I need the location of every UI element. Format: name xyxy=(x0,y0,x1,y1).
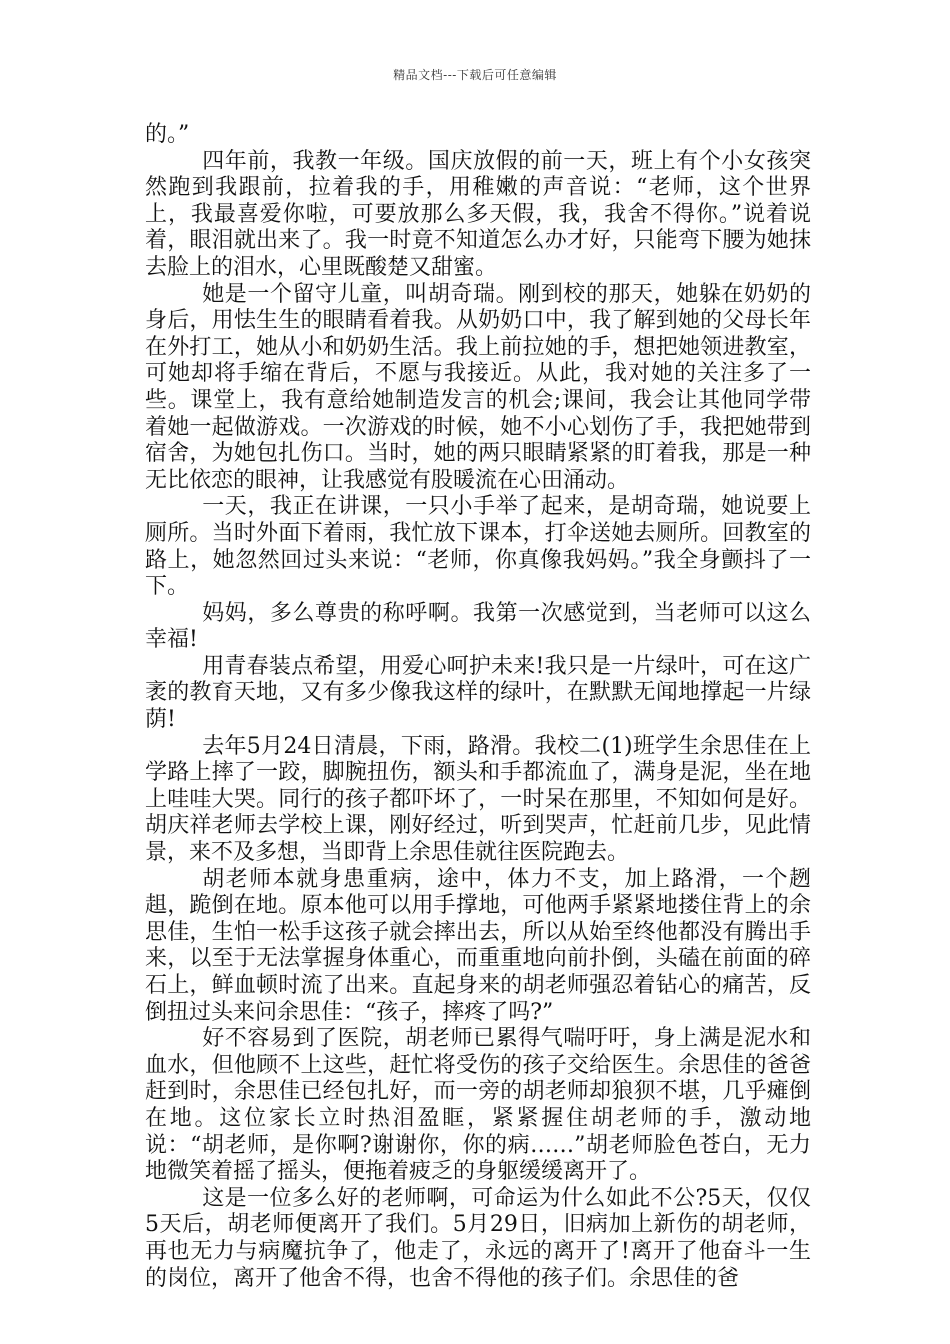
paragraph: 她是一个留守儿童，叫胡奇瑞。刚到校的那天，她躲在奶奶的身后，用怯生生的眼睛看着我。从奶奶口中，我了解到她的父母长年在外打工，她从小和奶奶生活。我上前拉她的手，想把她领进教室，可她却将手缩在背后，不愿与我接近。从此，我对她的关注多了一些。课堂上，我有意给她制造发言的机会;课间，我会让其他同学带着她一起做游戏。一次游戏的时候，她不小心划伤了手，我把她带到宿舍，为她包扎伤口。当时，她的两只眼睛紧紧的盯着我，那是一种无比依恋的眼神，让我感觉有股暖流在心田涌动。 xyxy=(145,281,811,493)
paragraph: 用青春装点希望，用爱心呵护未来!我只是一片绿叶，可在这广袤的教育天地，又有多少像我这样的绿叶，在默默无闻地撑起一片绿荫! xyxy=(145,653,811,733)
paragraph: 一天，我正在讲课，一只小手举了起来，是胡奇瑞，她说要上厕所。当时外面下着雨，我忙放下课本，打伞送她去厕所。回教室的路上，她忽然回过头来说：“老师，你真像我妈妈。”我全身颤抖了一下。 xyxy=(145,494,811,600)
paragraph-continuation: 的。” xyxy=(145,122,190,147)
page-header: 精品文档---下载后可任意编辑 xyxy=(393,68,557,82)
paragraph: 这是一位多么好的老师啊，可命运为什么如此不公?5天，仅仅5天后，胡老师便离开了我们。5月29日，旧病加上新伤的胡老师，再也无力与病魔抗争了，他走了，永远的离开了!离开了他奋斗一生的岗位，离开了他舍不得，也舍不得他的孩子们。余思佳的爸 xyxy=(145,1185,811,1291)
paragraph: 好不容易到了医院，胡老师已累得气喘吁吁，身上满是泥水和血水，但他顾不上这些，赶忙将受伤的孩子交给医生。余思佳的爸爸赶到时，余思佳已经包扎好，而一旁的胡老师却狼狈不堪，几乎瘫倒在地。这位家长立时热泪盈眶，紧紧握住胡老师的手，激动地说：“胡老师，是你啊?谢谢你，你的病……”胡老师脸色苍白，无力地微笑着摇了摇头，便拖着疲乏的身躯缓缓离开了。 xyxy=(145,1026,811,1185)
paragraph: 去年5月24日清晨，下雨，路滑。我校二(1)班学生余思佳在上学路上摔了一跤，脚腕扭伤，额头和手都流血了，满身是泥，坐在地上哇哇大哭。同行的孩子都吓坏了，一时呆在那里，不知如何是好。胡庆祥老师去学校上课，刚好经过，听到哭声，忙赶前几步，见此情景，来不及多想，当即背上余思佳就往医院跑去。 xyxy=(145,733,811,866)
paragraph: 四年前，我教一年级。国庆放假的前一天，班上有个小女孩突然跑到我跟前，拉着我的手，用稚嫩的声音说：“老师，这个世界上，我最喜爱你啦，可要放那么多天假，我，我舍不得你。”说着说着，眼泪就出来了。我一时竟不知道怎么办才好，只能弯下腰为她抹去脸上的泪水，心里既酸楚又甜蜜。 xyxy=(145,148,811,280)
paragraph: 胡老师本就身患重病，途中，体力不支，加上路滑，一个趔趄，跪倒在地。原本他可以用手撑地，可他两手紧紧地搂住背上的余思佳，生怕一松手这孩子就会摔出去，所以从始至终他都没有腾出手来，以至于无法掌握身体重心，而重重地向前扑倒，头磕在前面的碎石上，鲜血顿时流了出来。直起身来的胡老师强忍着钻心的痛苦，反倒扭过头来问余思佳：“孩子，摔疼了吗?” xyxy=(145,866,811,1025)
document-body xyxy=(145,122,811,1292)
paragraph: 妈妈，多么尊贵的称呼啊。我第一次感觉到，当老师可以这么幸福! xyxy=(145,600,811,653)
